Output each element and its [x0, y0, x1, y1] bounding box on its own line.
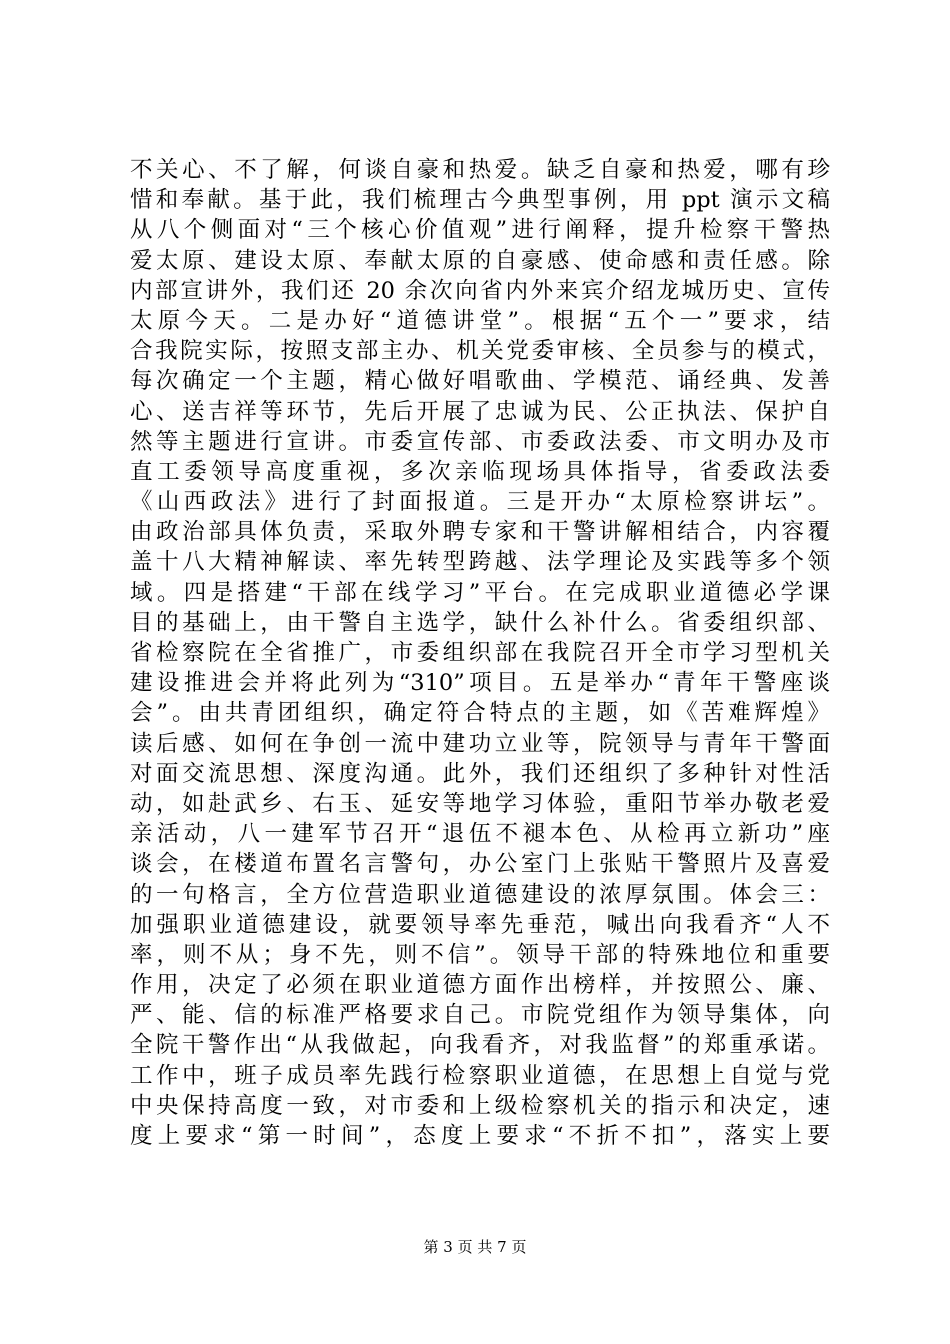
text-line: 度上要求“第一时间”，态度上要求“不折不扣”，落实上要	[130, 1123, 830, 1149]
body-text	[130, 155, 830, 1151]
text-line: 爱太原、建设太原、奉献太原的自豪感、使命感和责任感。除	[130, 247, 830, 274]
text-line: 工作中，班子成员率先践行检察职业道德，在思想上自觉与党	[130, 1062, 830, 1089]
text-line: 读后感、如何在争创一流中建功立业等，院领导与青年干警面	[130, 730, 830, 757]
text-line: 从八个侧面对“三个核心价值观”进行阐释，提升检察干警热	[130, 217, 830, 244]
text-line: 太原今天。二是办好“道德讲堂”。根据“五个一”要求，结	[130, 307, 830, 334]
text-line: 动，如赴武乡、右玉、延安等地学习体验，重阳节举办敬老爱	[130, 790, 830, 817]
text-line: 目的基础上，由干警自主选学，缺什么补什么。省委组织部、	[130, 609, 830, 636]
text-line: 每次确定一个主题，精心做好唱歌曲、学模范、诵经典、发善	[130, 368, 830, 395]
text-line: 然等主题进行宣讲。市委宣传部、市委政法委、市文明办及市	[130, 428, 830, 455]
text-line: 谈会，在楼道布置名言警句，办公室门上张贴干警照片及喜爱	[130, 851, 830, 878]
text-line: 不关心、不了解，何谈自豪和热爱。缺乏自豪和热爱，哪有珍	[130, 157, 830, 183]
text-line: 亲活动，八一建军节召开“退伍不褪本色、从检再立新功”座	[130, 821, 830, 848]
text-line: 会”。由共青团组织，确定符合特点的主题，如《苦难辉煌》	[130, 700, 830, 727]
text-line: 率，则不从；身不先，则不信”。领导干部的特殊地位和重要	[130, 941, 830, 968]
text-line: 直工委领导高度重视，多次亲临现场具体指导，省委政法委	[130, 458, 830, 485]
text-line: 全院干警作出“从我做起，向我看齐，对我监督”的郑重承诺。	[130, 1032, 830, 1059]
text-line: 内部宣讲外，我们还 20 余次向省内外来宾介绍龙城历史、宣传	[130, 277, 830, 304]
text-line: 盖十八大精神解读、率先转型跨越、法学理论及实践等多个领	[130, 549, 830, 576]
text-line: 心、送吉祥等环节，先后开展了忠诚为民、公正执法、保护自	[130, 398, 830, 425]
text-line: 合我院实际，按照支部主办、机关党委审核、全员参与的模式，	[130, 338, 830, 365]
text-line: 的一句格言，全方位营造职业道德建设的浓厚氛围。体会三：	[130, 881, 830, 908]
text-line: 严、能、信的标准严格要求自己。市院党组作为领导集体，向	[130, 1002, 830, 1029]
text-line: 域。四是搭建“干部在线学习”平台。在完成职业道德必学课	[130, 579, 830, 606]
text-line: 《山西政法》进行了封面报道。三是开办“太原检察讲坛”。	[130, 489, 830, 516]
text-line: 省检察院在全省推广，市委组织部在我院召开全市学习型机关	[130, 640, 830, 666]
text-line: 建设推进会并将此列为“310”项目。五是举办“青年干警座谈	[130, 670, 830, 697]
text-line: 对面交流思想、深度沟通。此外，我们还组织了多种针对性活	[130, 760, 830, 787]
text-line: 惜和奉献。基于此，我们梳理古今典型事例，用 ppt 演示文稿	[130, 187, 830, 214]
text-line: 加强职业道德建设，就要领导率先垂范，喊出向我看齐“人不	[130, 911, 830, 938]
text-line: 由政治部具体负责，采取外聘专家和干警讲解相结合，内容覆	[130, 519, 830, 546]
text-line: 作用，决定了必须在职业道德方面作出榜样，并按照公、廉、	[130, 972, 830, 999]
text-line: 中央保持高度一致，对市委和上级检察机关的指示和决定，速	[130, 1092, 830, 1119]
page-footer: 第 3 页 共 7 页	[423, 1238, 527, 1256]
